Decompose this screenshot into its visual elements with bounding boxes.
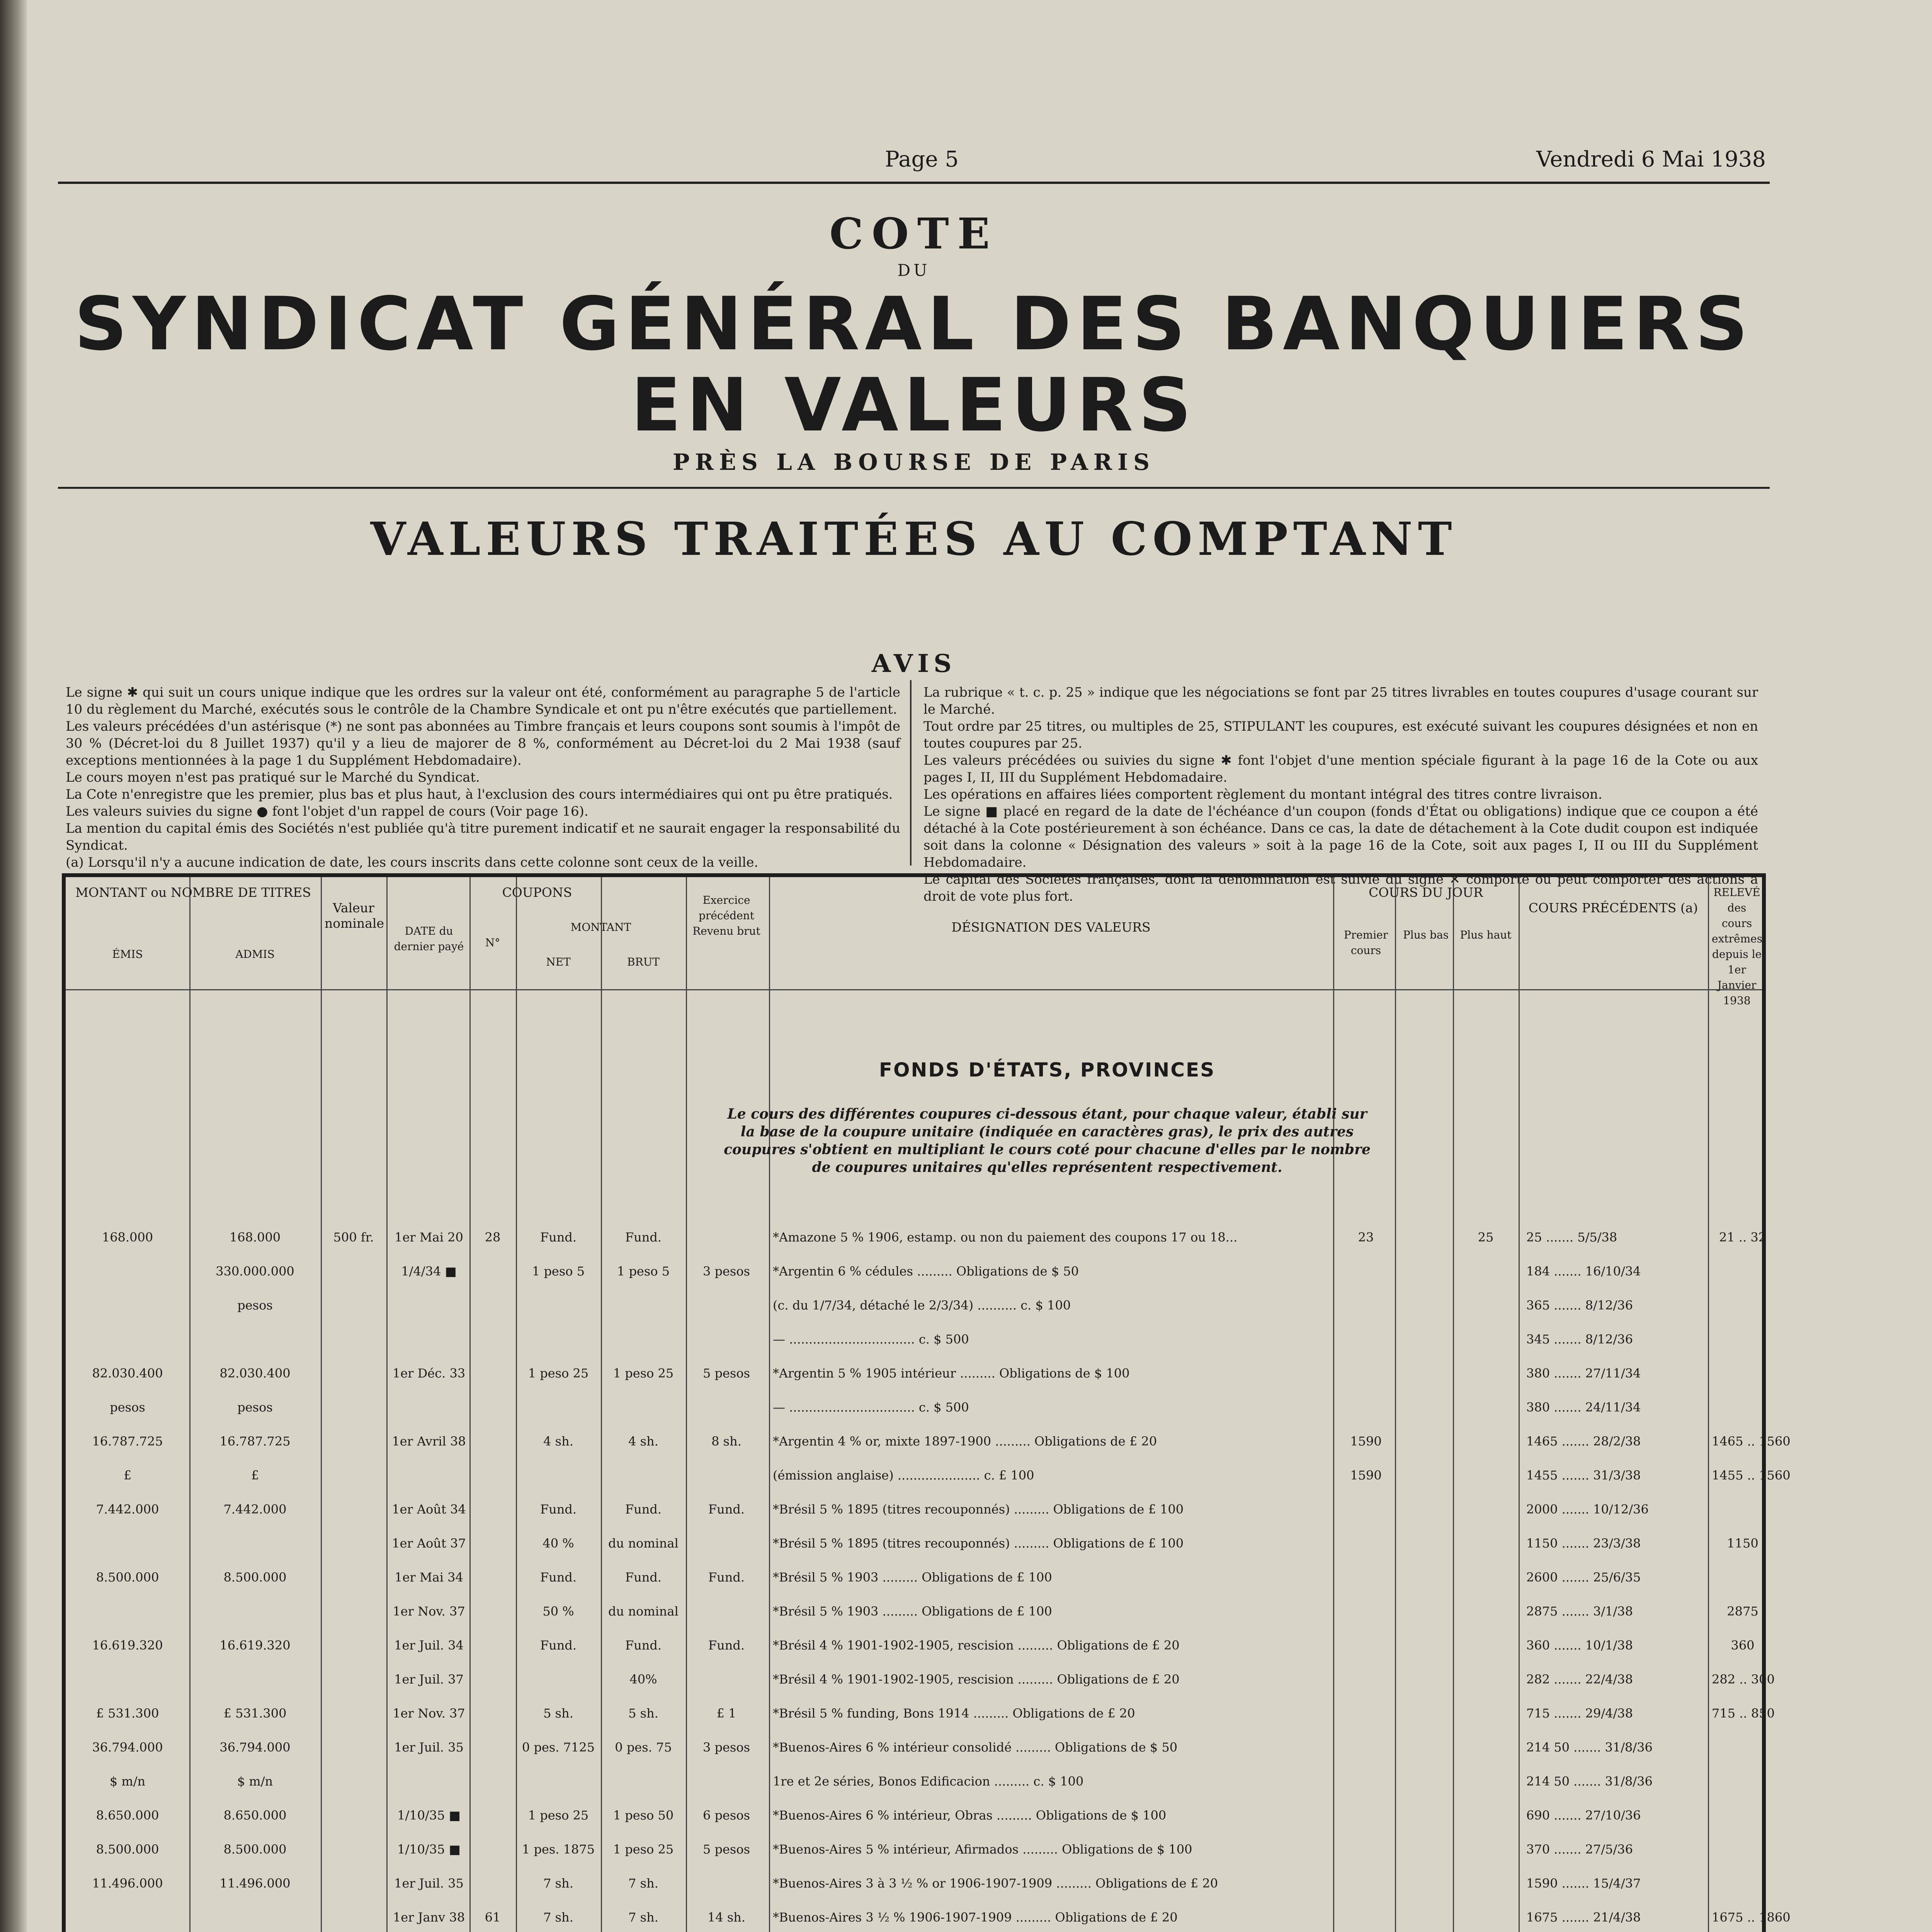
cell-cours-precedents: 214 50 ....... 31/8/36 xyxy=(1526,1774,1653,1789)
cell-admis: pesos xyxy=(237,1400,273,1415)
cell-coupon-date: 1er Août 37 xyxy=(392,1536,466,1551)
table-row xyxy=(66,1297,1762,1314)
table-row xyxy=(66,1739,1762,1756)
cell-coupon-brut: Fund. xyxy=(625,1230,662,1245)
cell-cours-precedents: 25 ....... 5/5/38 xyxy=(1526,1230,1617,1245)
header-montant: MONTANT ou NOMBRE DE TITRES xyxy=(75,885,311,900)
table-row xyxy=(66,1807,1762,1824)
cell-premier-cours: 1590 xyxy=(1350,1468,1382,1483)
cell-cours-precedents: 214 50 ....... 31/8/36 xyxy=(1526,1740,1653,1755)
cell-designation: *Brésil 5 % 1903 ......... Obligations de £ 100 xyxy=(773,1604,1052,1619)
cell-plus-haut: 25 xyxy=(1478,1230,1494,1245)
table-row xyxy=(66,1909,1791,1926)
cell-coupon-brut: du nominal xyxy=(608,1536,679,1551)
header-valeur: Valeur nominale xyxy=(325,900,384,931)
cell-emis: 8.650.000 xyxy=(96,1808,159,1823)
table-row xyxy=(66,1875,1762,1892)
newspaper-page xyxy=(58,139,1791,1932)
cell-cours-precedents: 2600 ....... 25/6/35 xyxy=(1526,1570,1641,1585)
table-row xyxy=(66,1535,1762,1552)
cell-admis: 11.496.000 xyxy=(219,1876,291,1891)
header-plus-haut: Plus haut xyxy=(1460,929,1512,941)
cell-releve: 1675 .. 1860 xyxy=(1712,1910,1791,1925)
table-row xyxy=(66,1433,1791,1450)
header-coupons: COUPONS xyxy=(502,885,572,900)
cell-revenu: Fund. xyxy=(708,1570,745,1585)
cell-designation: (émission anglaise) ..................... c. £ 100 xyxy=(773,1468,1034,1483)
cell-coupon-net: 50 % xyxy=(543,1604,574,1619)
cell-coupon-date: 1er Nov. 37 xyxy=(393,1604,465,1619)
cell-emis: 16.619.320 xyxy=(92,1638,163,1653)
cell-coupon-date: 1er Janv 38 xyxy=(393,1910,465,1925)
cell-cours-precedents: 2000 ....... 10/12/36 xyxy=(1526,1502,1649,1517)
cell-revenu: 14 sh. xyxy=(707,1910,746,1925)
cell-revenu: £ 1 xyxy=(716,1706,736,1721)
cell-coupon-number: 61 xyxy=(485,1910,501,1925)
table-row xyxy=(66,1467,1791,1484)
cell-revenu: 8 sh. xyxy=(711,1434,742,1449)
cell-cours-precedents: 380 ....... 24/11/34 xyxy=(1526,1400,1641,1415)
cell-emis: 11.496.000 xyxy=(92,1876,163,1891)
cell-coupon-number: 28 xyxy=(485,1230,501,1245)
cell-designation: 1re et 2e séries, Bonos Edificacion ......... c. $ 100 xyxy=(773,1774,1084,1789)
cell-designation: — ................................ c. $ 500 xyxy=(773,1332,969,1347)
cell-emis: 8.500.000 xyxy=(96,1842,159,1857)
cell-coupon-net: 40 % xyxy=(543,1536,574,1551)
avis-right-paragraph: Les valeurs précédées ou suivies du signe ✱ font l'objet d'une mention spéciale figurant à la page 16 de la Cote ou aux pages I, II, III du Supplément Hebdomadaire. xyxy=(923,753,1758,785)
cell-coupon-date: 1er Nov. 37 xyxy=(393,1706,465,1721)
cell-coupon-net: 7 sh. xyxy=(543,1876,573,1891)
cell-admis: 8.650.000 xyxy=(223,1808,287,1823)
cell-admis: £ xyxy=(251,1468,259,1483)
cell-admis: 168.000 xyxy=(229,1230,281,1245)
cell-designation: *Brésil 4 % 1901-1902-1905, rescision ......... Obligations de £ 20 xyxy=(773,1638,1180,1653)
avis-right-paragraph: Le signe ■ placé en regard de la date de l'échéance d'un coupon (fonds d'État ou obligations) indique que ce coupon a été détaché à la Cote postérieurement à son échéance. Dans ce cas, la date de détachement à la Cote dudit coupon est indiquée soit dans la colonne « Désignation des valeurs » soit à la page 16 de la Cote, soit aux pages I, II ou III du Supplément Hebdomadaire. xyxy=(923,804,1758,870)
cell-emis: £ 531.300 xyxy=(96,1706,159,1721)
header-rule xyxy=(66,989,1762,990)
avis-left-paragraph: La mention du capital émis des Sociétés n'est publiée qu'à titre purement indicatif et ne saurait engager la responsabilité du Syndicat. xyxy=(66,821,900,853)
cell-designation: (c. du 1/7/34, détaché le 2/3/34) .......... c. $ 100 xyxy=(773,1298,1071,1313)
avis-left-paragraph: (a) Lorsqu'il n'y a aucune indication de date, les cours inscrits dans cette colonne sont ceux de la veille. xyxy=(66,855,759,870)
masthead xyxy=(58,209,1770,566)
cell-cours-precedents: 1465 ....... 28/2/38 xyxy=(1526,1434,1641,1449)
cell-admis: 16.787.725 xyxy=(219,1434,291,1449)
quotation-table xyxy=(62,873,1791,1932)
table-row xyxy=(66,1705,1775,1722)
title-pres: PRÈS LA BOURSE DE PARIS xyxy=(672,449,1155,475)
cell-coupon-date: 1er Août 34 xyxy=(392,1502,466,1517)
cell-cours-precedents: 690 ....... 27/10/36 xyxy=(1526,1808,1641,1823)
cell-emis: 7.442.000 xyxy=(96,1502,159,1517)
cell-coupon-date: 1/4/34 ■ xyxy=(401,1264,457,1279)
cell-designation: *Amazone 5 % 1906, estamp. ou non du paiement des coupons 17 ou 18... xyxy=(773,1230,1238,1245)
cell-designation: *Buenos-Aires 5 % intérieur, Afirmados ......... Obligations de $ 100 xyxy=(773,1842,1192,1857)
header-emis: ÉMIS xyxy=(112,948,143,961)
cell-emis: $ m/n xyxy=(109,1774,146,1789)
header-date: DATE du dernier payé xyxy=(394,925,464,953)
avis-left-paragraph: La Cote n'enregistre que les premier, plus bas et plus haut, à l'exclusion des cours intermédiaires qui ont pu être pratiqués. xyxy=(66,787,893,802)
avis-right-paragraph: Le capital des Sociétés françaises, dont la dénomination est suivie du signe ✕ comporte ou peut comporter des actions à droit de vote plus fort. xyxy=(923,872,1758,904)
cell-revenu: Fund. xyxy=(708,1638,745,1653)
cell-emis: 8.500.000 xyxy=(96,1570,159,1585)
cell-premier-cours: 1590 xyxy=(1350,1434,1382,1449)
cell-designation: *Argentin 4 % or, mixte 1897-1900 ......... Obligations de £ 20 xyxy=(773,1434,1157,1449)
cell-designation: *Brésil 5 % funding, Bons 1914 ......... Obligations de £ 20 xyxy=(773,1706,1135,1721)
cell-coupon-net: 5 sh. xyxy=(543,1706,573,1721)
header-net: NET xyxy=(546,956,571,968)
cell-revenu: 3 pesos xyxy=(702,1264,750,1279)
cell-emis: £ xyxy=(123,1468,132,1483)
title-rule xyxy=(58,487,1770,489)
cell-cours-precedents: 360 ....... 10/1/38 xyxy=(1526,1638,1633,1653)
cell-coupon-net: 1 pes. 1875 xyxy=(522,1842,595,1857)
header-releve: RELEVÉ des cours extrêmes depuis le 1er Janvier 1938 xyxy=(1712,886,1763,1007)
cell-revenu: 3 pesos xyxy=(702,1740,750,1755)
table-row xyxy=(66,1263,1762,1280)
table-row xyxy=(66,1603,1762,1620)
cell-coupon-brut: 1 peso 5 xyxy=(617,1264,670,1279)
title-valeurs: VALEURS TRAITÉES AU COMPTANT xyxy=(370,512,1458,566)
cell-coupon-brut: 1 peso 25 xyxy=(613,1366,674,1381)
table-row xyxy=(66,1671,1775,1688)
cell-admis: 36.794.000 xyxy=(219,1740,291,1755)
cell-revenu: 5 pesos xyxy=(702,1366,750,1381)
table-row xyxy=(66,1501,1762,1518)
table-row xyxy=(66,1569,1762,1586)
cell-coupon-net: Fund. xyxy=(540,1570,577,1585)
header-designation: DÉSIGNATION DES VALEURS xyxy=(951,920,1151,935)
avis-left-column xyxy=(66,684,900,871)
cell-coupon-brut: 4 sh. xyxy=(628,1434,658,1449)
cell-coupon-net: 4 sh. xyxy=(543,1434,573,1449)
issue-date: Vendredi 6 Mai 1938 xyxy=(1536,147,1766,172)
cell-coupon-net: 1 peso 5 xyxy=(532,1264,585,1279)
header-plus-bas: Plus bas xyxy=(1403,929,1449,941)
header-admis: ADMIS xyxy=(235,948,275,961)
cell-designation: *Brésil 4 % 1901-1902-1905, rescision ......... Obligations de £ 20 xyxy=(773,1672,1180,1687)
cell-releve: 282 .. 300 xyxy=(1712,1672,1775,1687)
cell-admis: 16.619.320 xyxy=(219,1638,291,1653)
cell-designation: *Buenos-Aires 6 % intérieur consolidé ......... Obligations de $ 50 xyxy=(773,1740,1178,1755)
cell-coupon-net: Fund. xyxy=(540,1638,577,1653)
cell-releve: 715 .. 850 xyxy=(1712,1706,1775,1721)
title-syndicat: SYNDICAT GÉNÉRAL DES BANQUIERS EN VALEURS xyxy=(74,281,1753,448)
cell-designation: *Argentin 6 % cédules ......... Obligations de $ 50 xyxy=(773,1264,1079,1279)
cell-coupon-brut: Fund. xyxy=(625,1502,662,1517)
cell-admis: 82.030.400 xyxy=(219,1366,291,1381)
cell-coupon-brut: 5 sh. xyxy=(628,1706,658,1721)
cell-coupon-net: 0 pes. 7125 xyxy=(522,1740,595,1755)
header-precedents: COURS PRÉCÉDENTS (a) xyxy=(1528,900,1698,915)
table-row xyxy=(66,1637,1762,1654)
cell-emis: 82.030.400 xyxy=(92,1366,163,1381)
cell-releve: 1455 .. 1560 xyxy=(1712,1468,1791,1483)
scan-edge-left xyxy=(0,0,27,1932)
cell-cours-precedents: 1590 ....... 15/4/37 xyxy=(1526,1876,1641,1891)
table-row xyxy=(66,1773,1762,1790)
cell-coupon-brut: du nominal xyxy=(608,1604,679,1619)
cell-designation: *Brésil 5 % 1895 (titres recouponnés) ......... Obligations de £ 100 xyxy=(773,1502,1184,1517)
cell-admis: 8.500.000 xyxy=(223,1842,287,1857)
cell-coupon-brut: 1 peso 25 xyxy=(613,1842,674,1857)
cell-coupon-net: 1 peso 25 xyxy=(528,1808,589,1823)
cell-designation: *Buenos-Aires 3 à 3 ½ % or 1906-1907-1909 ......... Obligations de £ 20 xyxy=(773,1876,1218,1891)
cell-coupon-date: 1er Avril 38 xyxy=(392,1434,466,1449)
cell-emis: 36.794.000 xyxy=(92,1740,163,1755)
cell-coupon-net: Fund. xyxy=(540,1230,577,1245)
cell-coupon-brut: 0 pes. 75 xyxy=(615,1740,672,1755)
avis-heading: AVIS xyxy=(871,649,956,678)
cell-releve: 21 .. 32 xyxy=(1719,1230,1767,1245)
cell-releve: 1150 xyxy=(1727,1536,1759,1551)
header-cours-jour: COURS DU JOUR xyxy=(1369,885,1483,900)
avis-right-paragraph: La rubrique « t. c. p. 25 » indique que les négociations se font par 25 titres livrables en toutes coupures d'usage courant sur le Marché. xyxy=(923,685,1758,717)
cell-emis: 168.000 xyxy=(102,1230,153,1245)
cell-coupon-date: 1er Mai 34 xyxy=(395,1570,463,1585)
cell-designation: *Buenos-Aires 6 % intérieur, Obras ......... Obligations de $ 100 xyxy=(773,1808,1167,1823)
cell-admis: 8.500.000 xyxy=(223,1570,287,1585)
cell-revenu: Fund. xyxy=(708,1502,745,1517)
avis-left-paragraph: Le cours moyen n'est pas pratiqué sur le Marché du Syndicat. xyxy=(66,770,480,785)
cell-releve: 2875 xyxy=(1727,1604,1759,1619)
title-cote: COTE xyxy=(829,209,998,259)
header-brut: BRUT xyxy=(627,956,660,968)
cell-cours-precedents: 1455 ....... 31/3/38 xyxy=(1526,1468,1641,1483)
header-exercice: Exercice précédent Revenu brut xyxy=(692,894,760,937)
cell-admis: $ m/n xyxy=(237,1774,273,1789)
cell-designation: — ................................ c. $ 500 xyxy=(773,1400,969,1415)
cell-cours-precedents: 370 ....... 27/5/36 xyxy=(1526,1842,1633,1857)
cell-coupon-date: 1er Déc. 33 xyxy=(392,1366,466,1381)
cell-cours-precedents: 365 ....... 8/12/36 xyxy=(1526,1298,1633,1313)
cell-admis: £ 531.300 xyxy=(223,1706,287,1721)
cell-cours-precedents: 1150 ....... 23/3/38 xyxy=(1526,1536,1641,1551)
table-row xyxy=(66,1229,1767,1246)
cell-releve: 360 xyxy=(1731,1638,1755,1653)
table-row xyxy=(66,1399,1762,1416)
cell-cours-precedents: 184 ....... 16/10/34 xyxy=(1526,1264,1641,1279)
cell-cours-precedents: 1675 ....... 21/4/38 xyxy=(1526,1910,1641,1925)
cell-coupon-net: Fund. xyxy=(540,1502,577,1517)
avis-divider xyxy=(910,680,912,866)
cell-coupon-date: 1er Juil. 35 xyxy=(394,1740,464,1755)
cell-emis: 16.787.725 xyxy=(92,1434,163,1449)
avis-right-column xyxy=(923,684,1758,905)
cell-cours-precedents: 345 ....... 8/12/36 xyxy=(1526,1332,1633,1347)
title-du: DU xyxy=(897,261,930,280)
table-row xyxy=(66,1841,1762,1858)
cell-premier-cours: 23 xyxy=(1358,1230,1374,1245)
cell-cours-precedents: 282 ....... 22/4/38 xyxy=(1526,1672,1633,1687)
cell-cours-precedents: 380 ....... 27/11/34 xyxy=(1526,1366,1641,1381)
header-premier: Premier cours xyxy=(1344,929,1388,957)
header-montant-coupon: MONTANT xyxy=(570,921,631,934)
cell-cours-precedents: 2875 ....... 3/1/38 xyxy=(1526,1604,1633,1619)
cell-releve: 1465 .. 1560 xyxy=(1712,1434,1791,1449)
cell-coupon-brut: 7 sh. xyxy=(628,1910,658,1925)
avis-left-paragraph: Les valeurs suivies du signe ● font l'objet d'un rappel de cours (Voir page 16). xyxy=(66,804,588,819)
section-title: FONDS D'ÉTATS, PROVINCES xyxy=(879,1059,1216,1081)
cell-coupon-brut: 1 peso 50 xyxy=(613,1808,674,1823)
cell-coupon-date: 1/10/35 ■ xyxy=(397,1842,461,1857)
cell-designation: *Brésil 5 % 1903 ......... Obligations de £ 100 xyxy=(773,1570,1052,1585)
cell-coupon-date: 1er Mai 20 xyxy=(395,1230,463,1245)
cell-coupon-brut: Fund. xyxy=(625,1570,662,1585)
cell-designation: *Buenos-Aires 3 ½ % 1906-1907-1909 ......... Obligations de £ 20 xyxy=(773,1910,1178,1925)
running-head xyxy=(58,139,1770,184)
avis-left-paragraph: Les valeurs précédées d'un astérisque (*) ne sont pas abonnées au Timbre français et leurs coupons sont soumis à l'impôt de 30 % (Décret-loi du 8 Juillet 1937) qu'il y a lieu de majorer de 8 %, conformément au Décret-loi du 2 Mai 1938 (sauf exceptions mentionnées à la page 1 du Supplément Hebdomadaire). xyxy=(66,719,900,768)
cell-coupon-brut: Fund. xyxy=(625,1638,662,1653)
cell-coupon-net: 1 peso 25 xyxy=(528,1366,589,1381)
cell-revenu: 6 pesos xyxy=(702,1808,750,1823)
cell-coupon-net: 7 sh. xyxy=(543,1910,573,1925)
cell-coupon-date: 1er Juil. 35 xyxy=(394,1876,464,1891)
cell-emis: pesos xyxy=(110,1400,145,1415)
cell-designation: *Brésil 5 % 1895 (titres recouponnés) ......... Obligations de £ 100 xyxy=(773,1536,1184,1551)
header-n: N° xyxy=(485,936,500,949)
avis-right-paragraph: Tout ordre par 25 titres, ou multiples de 25, STIPULANT les coupures, est exécuté suivant les coupures désignées et non en toutes coupures par 25. xyxy=(923,719,1758,751)
table-row xyxy=(66,1365,1762,1382)
table-row xyxy=(66,1331,1762,1348)
section-intro: Le cours des différentes coupures ci-dessous étant, pour chaque valeur, établi sur la base de la coupure unitaire (indiquée en caractères gras), le prix des autres coupures s'obtient en multipliant le cours coté pour chacune d'elles par le nombre de coupures unitaires qu'elles représentent respectivement. xyxy=(724,1106,1371,1175)
avis-right-paragraph: Les opérations en affaires liées comportent règlement du montant intégral des titres contre livraison. xyxy=(923,787,1602,802)
cell-designation: *Argentin 5 % 1905 intérieur ......... Obligations de $ 100 xyxy=(773,1366,1130,1381)
cell-coupon-brut: 40% xyxy=(629,1672,657,1687)
cell-admis: pesos xyxy=(237,1298,273,1313)
cell-coupon-date: 1er Juil. 37 xyxy=(394,1672,464,1687)
avis-left-paragraph: Le signe ✱ qui suit un cours unique indique que les ordres sur la valeur ont été, conformément au paragraphe 5 de l'article 10 du règlement du Marché, exécutés sous le contrôle de la Chambre Syndicale et ont pu n'être exécutés que partiellement. xyxy=(66,685,900,717)
cell-admis: 330.000.000 xyxy=(216,1264,294,1279)
cell-revenu: 5 pesos xyxy=(702,1842,750,1857)
cell-coupon-brut: 7 sh. xyxy=(628,1876,658,1891)
cell-coupon-date: 1/10/35 ■ xyxy=(397,1808,461,1823)
cell-coupon-date: 1er Juil. 34 xyxy=(394,1638,464,1653)
cell-nominal: 500 fr. xyxy=(333,1230,374,1245)
page-number: Page 5 xyxy=(885,147,959,172)
cell-admis: 7.442.000 xyxy=(223,1502,287,1517)
cell-cours-precedents: 715 ....... 29/4/38 xyxy=(1526,1706,1633,1721)
